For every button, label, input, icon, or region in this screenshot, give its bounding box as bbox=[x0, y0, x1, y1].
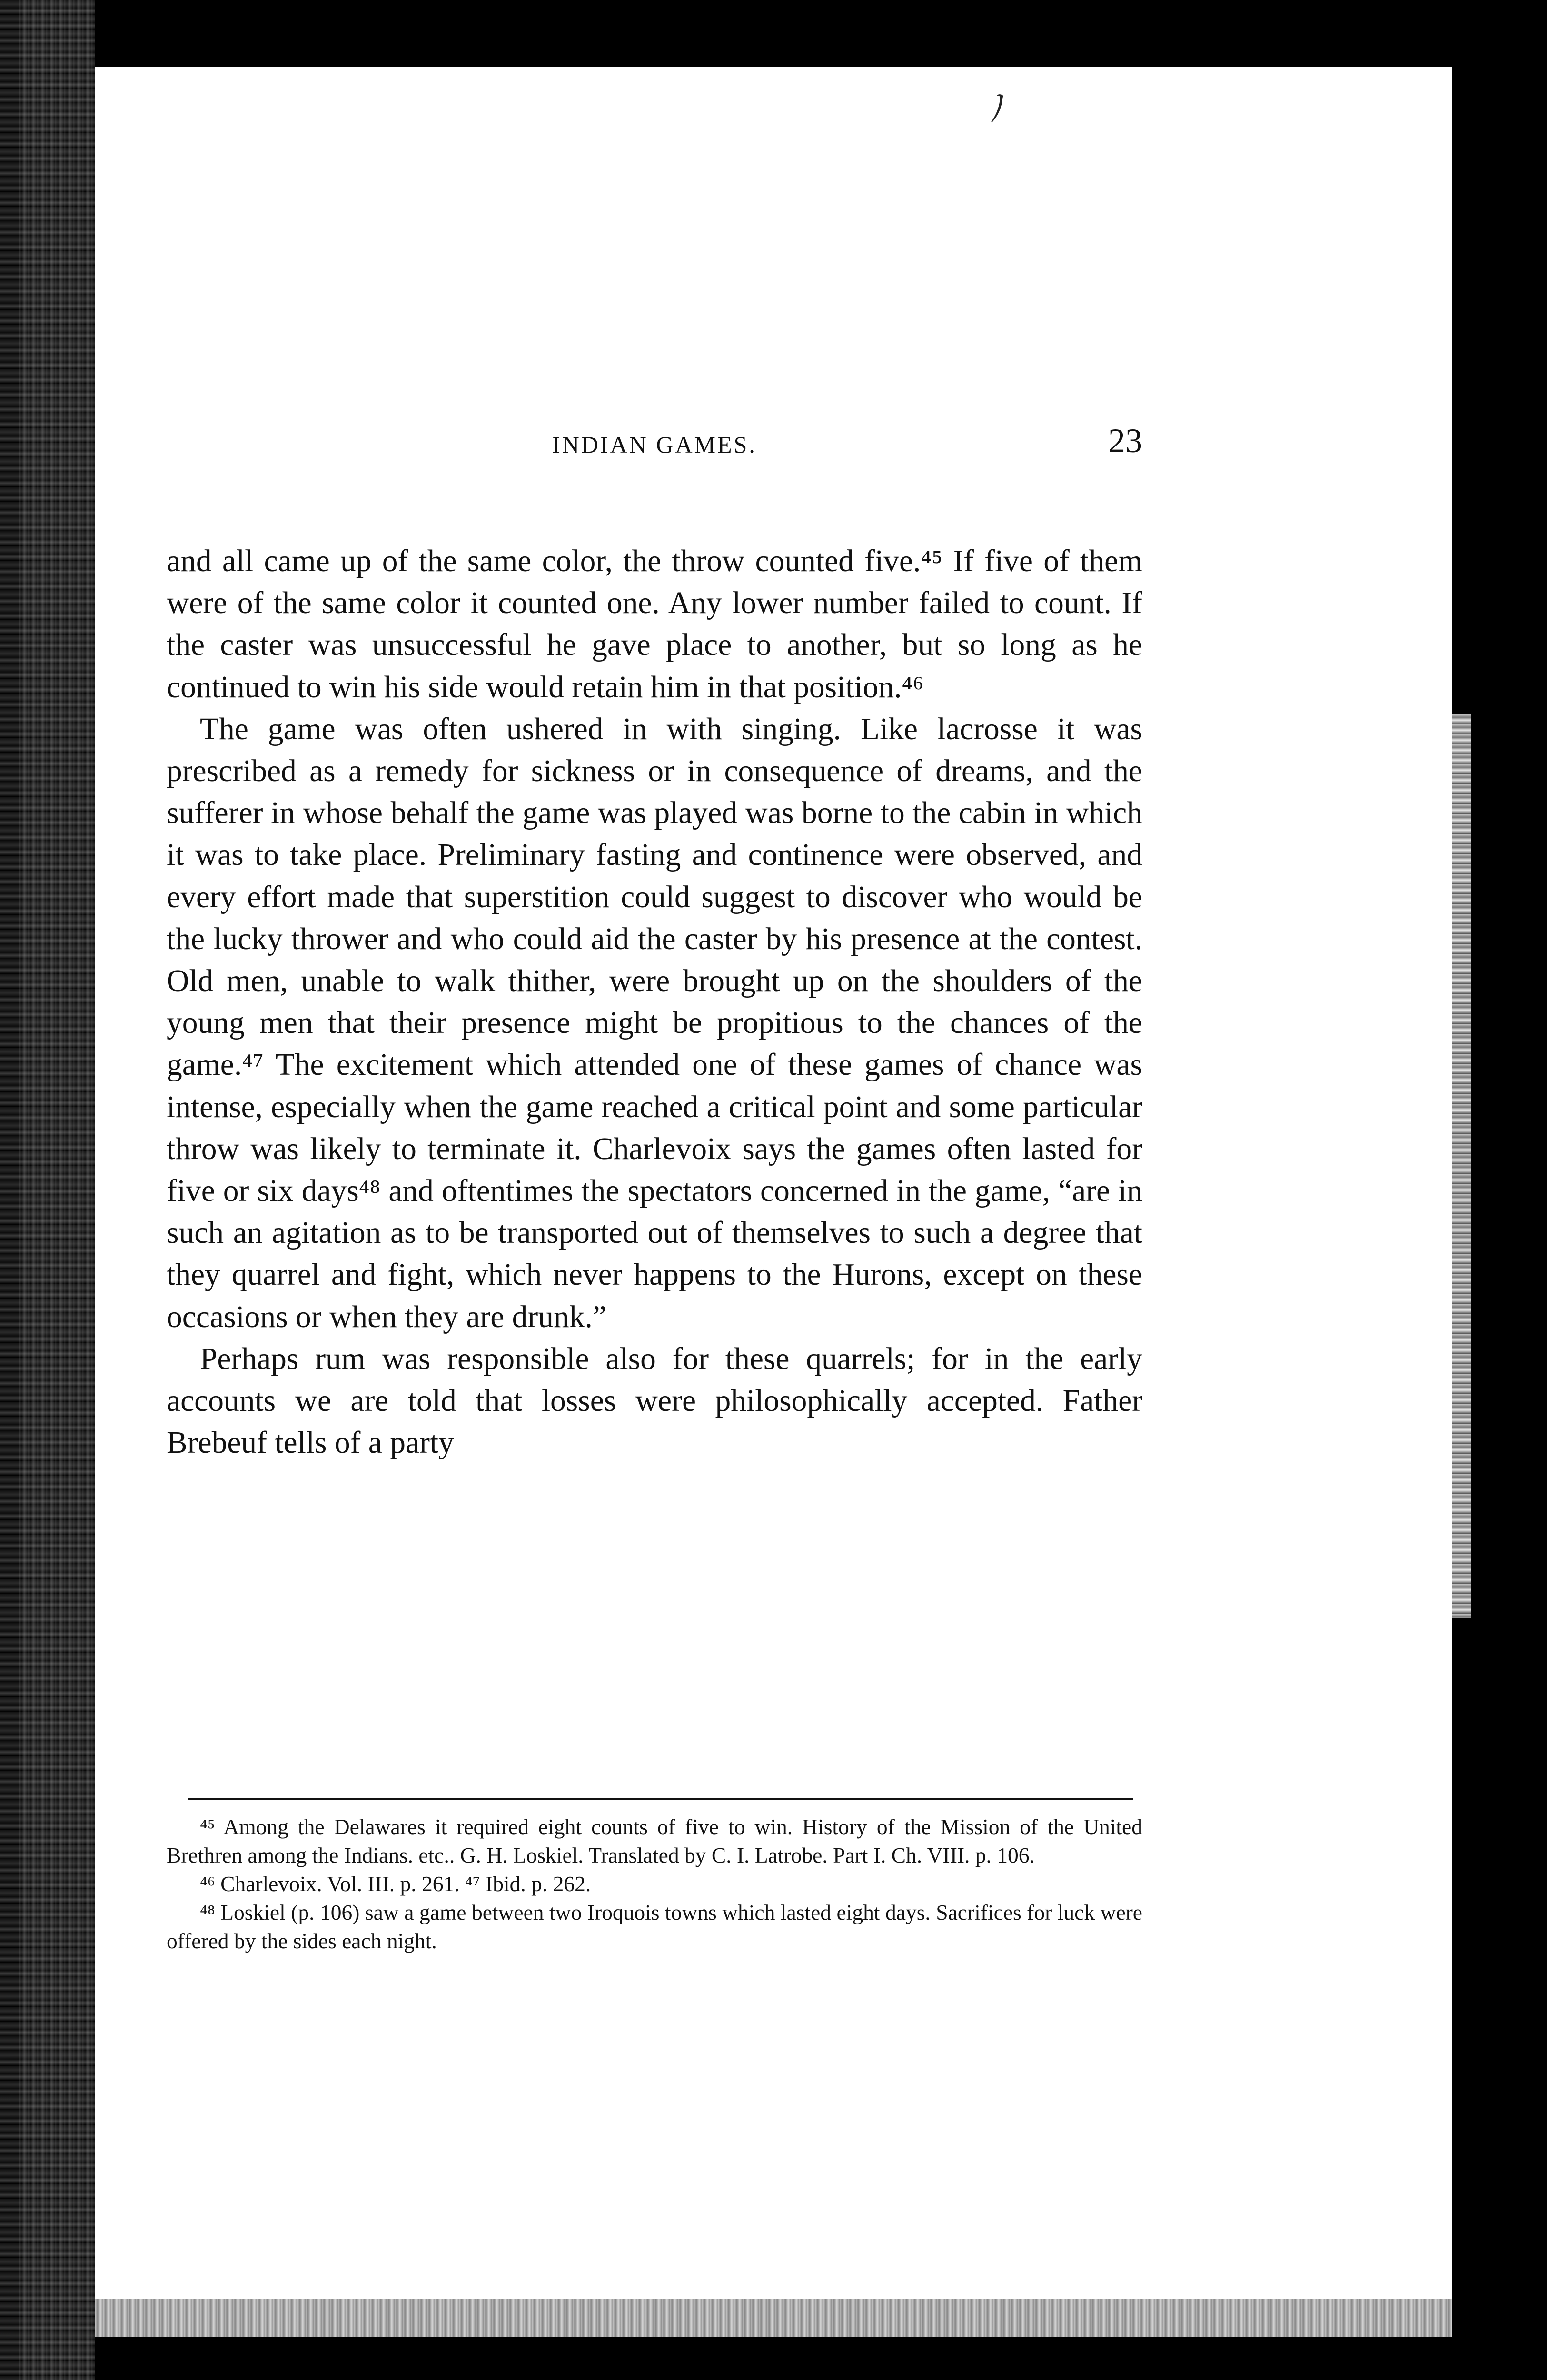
page-bottom-edge bbox=[95, 2299, 1452, 2337]
book-page bbox=[95, 67, 1452, 2337]
scan-right-border bbox=[1452, 0, 1547, 2380]
running-head bbox=[167, 412, 1142, 478]
body-text bbox=[167, 540, 1142, 1464]
pencil-mark: ノ bbox=[975, 83, 1021, 132]
page-number: 23 bbox=[1108, 422, 1142, 460]
footnote-45: ⁴⁵ Among the Delawares it required eight counts of five to win. History of the Mission of the United Brethren among the Indians. etc.. G. H. Loskiel. Translated by C. I. Latrobe. Part I. Ch. VIII. p. 106. bbox=[167, 1815, 1142, 1867]
footnote-48: ⁴⁸ Loskiel (p. 106) saw a game between two Iroquois towns which lasted eight days. Sacrifices for luck were offered by the sides each night. bbox=[167, 1900, 1142, 1953]
footnotes bbox=[167, 1813, 1142, 1955]
paragraph-3: Perhaps rum was responsible also for these quarrels; for in the early accounts we are told that losses were philosophically accepted. Father Brebeuf tells of a party bbox=[167, 1341, 1142, 1460]
paragraph-1: and all came up of the same color, the throw counted five.⁴⁵ If five of them were of the same color it counted one. Any lower number failed to count. If the caster was unsuccessful he gave place to another, but so long as he continued to win his side would retain him in that position.⁴⁶ bbox=[167, 544, 1142, 704]
paragraph-2: The game was often ushered in with singing. Like lacrosse it was prescribed as a remedy for sickness or in consequence of dreams, and the sufferer in whose behalf the game was played was borne to the cabin in which it was to take place. Preliminary fasting and continence were observed, and every effort made that superstition could suggest to discover who would be the lucky thrower and who could aid the caster by his presence at the contest. Old men, unable to walk thither, were brought up on the shoulders of the young men that their presence might be propitious to the chances of the game.⁴⁷ The excitement which attended one of these games of chance was intense, especially when the game reached a critical point and some particular throw was likely to terminate it. Charlevoix says the games often lasted for five or six days⁴⁸ and oftentimes the spectators concerned in the game, “are in such an agitation as to be transported out of themselves to such a degree that they quarrel and fight, which never happens to the Hurons, except on these occasions or when they are drunk.” bbox=[167, 712, 1142, 1334]
footnote-46-47: ⁴⁶ Charlevoix. Vol. III. p. 261. ⁴⁷ Ibid. p. 262. bbox=[200, 1872, 591, 1896]
running-head-title: INDIAN GAMES. bbox=[552, 431, 757, 458]
book-binding-edge bbox=[0, 0, 95, 2380]
footnote-divider bbox=[188, 1798, 1133, 1800]
